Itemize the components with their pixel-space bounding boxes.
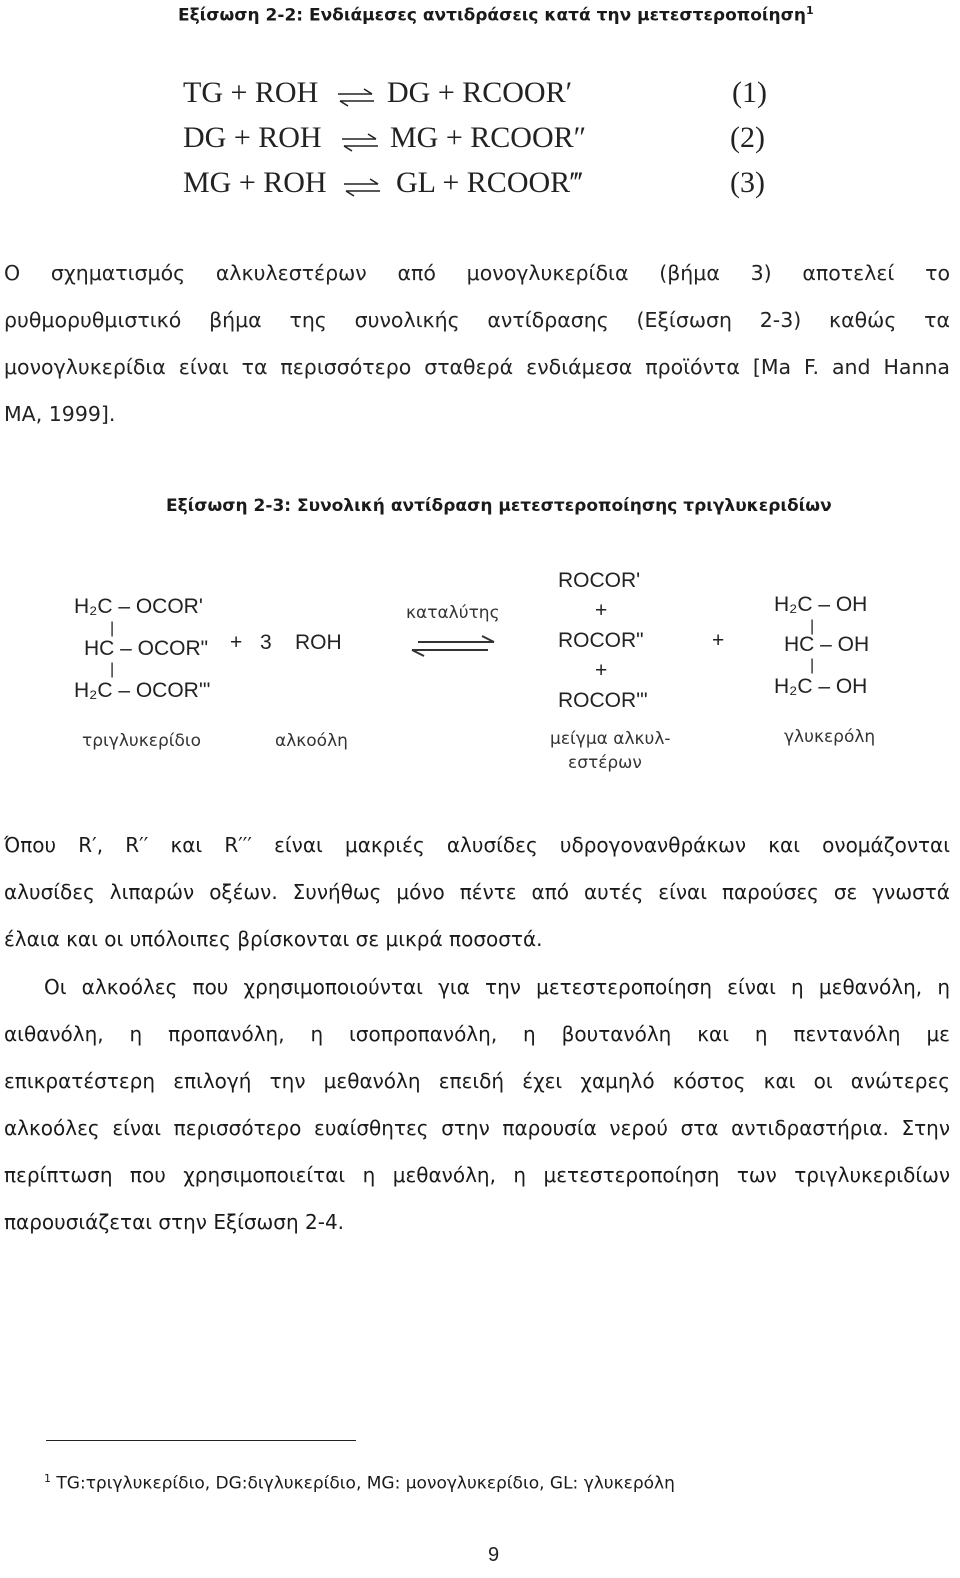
equation-number: (1) (732, 76, 767, 109)
paragraph-line: Ο σχηματισμός αλκυλεστέρων από μονογλυκερίδια (βήμα 3) αποτελεί το (4, 261, 950, 285)
footnote: $^1$ TG:τριγλυκερίδιο, DG:διγλυκερίδιο, MG: μονογλυκερίδιο, GL: γλυκερόλη (44, 1472, 675, 1494)
paragraph-line: παρουσιάζεται στην Εξίσωση 2-4. (4, 1210, 345, 1234)
triglyceride-bond: | (110, 620, 115, 637)
esters-label-2: εστέρων (568, 753, 642, 773)
equation-left: TG + ROH (183, 76, 319, 109)
equation-left: DG + ROH (183, 121, 322, 154)
glycerol-label: γλυκερόλη (784, 727, 876, 747)
plus-sign: + (595, 659, 608, 682)
triglyceride-line-1: H₂C – OCOR' (74, 595, 203, 618)
equation-row-3 (0, 166, 960, 212)
equation-right: MG + RCOOR″ (390, 121, 587, 154)
paragraph-line: περίπτωση που χρησιμοποιείται η μεθανόλη, η μετεστεροποίηση των τριγλυκεριδίων (4, 1163, 950, 1187)
equation-row-2 (0, 121, 960, 167)
triglyceride-bond: | (110, 661, 115, 678)
footnote-separator (46, 1440, 356, 1441)
ester-1: ROCOR' (558, 569, 641, 592)
coefficient: 3 (260, 631, 272, 654)
paragraph-fatty-acid-chains (4, 822, 950, 963)
equilibrium-arrow-icon (340, 133, 380, 153)
paragraph-rate-limiting-step (4, 250, 950, 438)
equation-number: (3) (730, 166, 765, 199)
alcohol-label: αλκοόλη (275, 731, 348, 751)
equation-right: GL + RCOOR‴ (396, 166, 583, 199)
paragraph-line: έλαια και οι υπόλοιπες βρίσκονται σε μικρά ποσοστά. (4, 927, 543, 951)
reversible-arrow-icon (408, 635, 498, 657)
triglyceride-label: τριγλυκερίδιο (82, 731, 202, 751)
plus-sign: + (712, 629, 725, 652)
paragraph-line: Οι αλκοόλες που χρησιμοποιούνται για την μετεστεροποίηση είναι η μεθανόλη, η (44, 975, 950, 999)
equation-caption-2-3: Εξίσωση 2-3: Συνολική αντίδραση μετεστεροποίησης τριγλυκεριδίων (166, 496, 832, 516)
catalyst-label: καταλύτης (406, 603, 500, 623)
paragraph-line: ρυθμορυθμιστικό βήμα της συνολικής αντίδρασης (Εξίσωση 2-3) καθώς τα (4, 308, 950, 332)
glycerol-line-2: HC – OH (784, 633, 870, 656)
equilibrium-arrow-icon (336, 88, 376, 108)
page-number: 9 (488, 1544, 500, 1566)
ester-3: ROCOR'" (558, 689, 648, 712)
equation-left: MG + ROH (183, 166, 327, 199)
equation-right: DG + RCOOR′ (387, 76, 573, 109)
equilibrium-arrow-icon (342, 178, 382, 198)
paragraph-alcohols (4, 964, 950, 1246)
paragraph-line: αλυσίδες λιπαρών οξέων. Συνήθως μόνο πέντε από αυτές είναι παρούσες σε γνωστά (4, 880, 950, 904)
glycerol-bond: | (810, 657, 815, 674)
plus-sign: + (230, 631, 243, 654)
paragraph-line: επικρατέστερη επιλογή την μεθανόλη επειδή έχει χαμηλό κόστος και οι ανώτερες (4, 1069, 950, 1093)
paragraph-line: μονογλυκερίδια είναι τα περισσότερο σταθερά ενδιάμεσα προϊόντα [Ma F. and Hanna (4, 355, 950, 379)
paragraph-line: αλκοόλες είναι περισσότερο ευαίσθητες στην παρουσία νερού στα αντιδραστήρια. Στην (4, 1116, 950, 1140)
glycerol-line-1: H₂C – OH (774, 593, 868, 616)
triglyceride-line-2: HC – OCOR" (84, 637, 209, 660)
ester-2: ROCOR" (558, 629, 644, 652)
equation-row-1 (0, 76, 960, 122)
paragraph-line: Όπου R′, R′′ και R′′′ είναι μακριές αλυσίδες υδρογονανθράκων και ονομάζονται (4, 833, 950, 857)
esters-label-1: μείγμα αλκυλ- (550, 729, 671, 749)
transesterification-scheme (70, 565, 900, 785)
paragraph-line: MA, 1999]. (4, 402, 116, 426)
equation-number: (2) (730, 121, 765, 154)
plus-sign: + (595, 599, 608, 622)
glycerol-bond: | (810, 618, 815, 635)
paragraph-line: αιθανόλη, η προπανόλη, η ισοπροπανόλη, η βουτανόλη και η πεντανόλη με (4, 1022, 950, 1046)
triglyceride-line-3: H₂C – OCOR'" (74, 679, 211, 702)
alcohol-formula: ROH (295, 631, 342, 654)
glycerol-line-3: H₂C – OH (774, 675, 868, 698)
equation-caption-2-2: Εξίσωση 2-2: Ενδιάμεσες αντιδράσεις κατά την μετεστεροποίηση$^1$ (178, 4, 814, 26)
